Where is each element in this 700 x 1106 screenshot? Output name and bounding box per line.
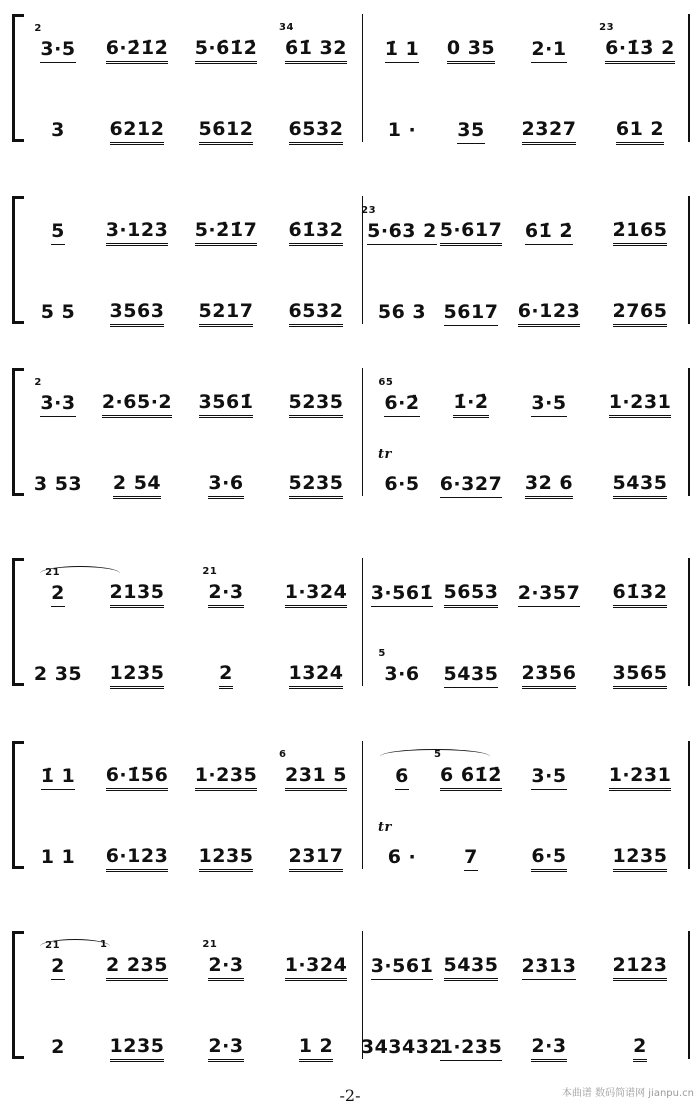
note-text: 1·324 [285, 954, 348, 981]
note-group [436, 655, 506, 695]
system-bracket [12, 558, 24, 686]
note-group [270, 111, 362, 151]
grace-note-ornament: 6 [279, 748, 287, 760]
lower-part-row [28, 293, 688, 333]
system-bracket [12, 741, 24, 869]
score-system [0, 362, 700, 502]
note-group [186, 838, 266, 878]
note-group [594, 757, 686, 797]
end-bar-line [688, 368, 690, 496]
note-text: 2 [219, 662, 233, 689]
note-group [28, 465, 88, 505]
note-text: 5435 [613, 472, 668, 499]
grace-note-ornament: 23 [599, 21, 615, 33]
lower-part-row [28, 820, 688, 878]
note-text: 2·1 [531, 38, 566, 63]
upper-part-row [28, 21, 688, 70]
watermark: 本曲谱 数码简谱网 jianpu.cn [561, 1088, 694, 1099]
note-group [186, 655, 266, 695]
note-text: 3561̇ [199, 391, 254, 418]
note-group [186, 1028, 266, 1068]
note-text: 2 [51, 1036, 65, 1058]
note-group [510, 293, 588, 333]
note-group [510, 947, 588, 987]
note-text: 6·1̇56 [106, 764, 169, 791]
note-text: 2·3 [531, 1035, 566, 1062]
note-group [594, 838, 686, 878]
note-group [372, 574, 432, 614]
note-group [28, 376, 88, 424]
note-text: 5235 [289, 472, 344, 499]
grace-note-ornament: 21 [45, 566, 61, 578]
note-text: 5435 [444, 954, 499, 981]
upper-part-row [28, 565, 688, 614]
note-group [436, 465, 506, 505]
lower-part-row [28, 648, 688, 695]
note-group [28, 838, 88, 878]
note-group [372, 447, 432, 505]
note-group [28, 212, 88, 252]
grace-note-ornament: 65 [378, 376, 394, 388]
note-text: 5 [51, 220, 65, 245]
note-text: 5·6̇1̇2̇ [195, 37, 258, 64]
trill-mark: tr [378, 447, 392, 462]
note-text: 2135 [110, 581, 165, 608]
note-group [186, 30, 266, 70]
note-text: 343432 [360, 1036, 444, 1058]
note-text: 1 · [387, 119, 417, 141]
note-group [510, 757, 588, 797]
note-group [594, 1028, 686, 1068]
note-text: 1̇ 1 [385, 38, 420, 63]
note-text: 2·3 21 [208, 581, 243, 608]
note-text: 35 [457, 119, 484, 144]
note-group [186, 384, 266, 424]
note-text: 2 [633, 1035, 647, 1062]
lower-part-row [28, 1028, 688, 1068]
note-text: 1·231 [609, 391, 672, 418]
note-group [94, 30, 180, 70]
note-group [372, 947, 432, 987]
note-text: 2327 [522, 118, 577, 145]
grace-note-ornament: 21 [202, 938, 218, 950]
note-text: 1·324 [285, 581, 348, 608]
note-group [436, 111, 506, 151]
note-text: 1 2 [299, 1035, 334, 1062]
note-text: 6 6̇1̇2̇ 5 [440, 764, 502, 791]
note-group [436, 30, 506, 70]
note-group [94, 655, 180, 695]
note-text: 6·5 [531, 845, 566, 872]
note-text: 6̇1̇ 32 34 [285, 37, 347, 64]
note-text: 1·235 [195, 764, 258, 791]
note-text: 6·123 [518, 300, 581, 327]
grace-note-ornament: 21 [45, 939, 61, 951]
slur-mark [380, 749, 490, 764]
note-group [372, 293, 432, 333]
note-group [94, 838, 180, 878]
note-text: 2356 [522, 662, 577, 689]
note-group [594, 21, 686, 70]
note-group [270, 655, 362, 695]
note-text: 6̇1̇ 2̇ [525, 220, 573, 245]
note-group [372, 376, 432, 424]
note-text: 5612 [199, 118, 254, 145]
note-text: 3 53 [33, 473, 83, 495]
note-group [28, 111, 88, 151]
page-number: -2- [339, 1086, 361, 1105]
note-group [510, 655, 588, 695]
note-group [270, 748, 362, 797]
note-text: 7 [464, 846, 478, 871]
note-group [594, 465, 686, 505]
note-text: 1̇ 1 [41, 765, 76, 790]
note-group [361, 204, 437, 252]
note-text: 6212 [110, 118, 165, 145]
note-group [594, 111, 686, 151]
end-bar-line [688, 558, 690, 686]
grace-note-ornament: 1 [100, 938, 108, 950]
note-text: 3·561̇ [371, 955, 434, 980]
note-group [270, 1028, 362, 1068]
note-group [28, 757, 88, 797]
note-group [270, 947, 362, 987]
note-text: 6̇1̇32 [613, 581, 668, 608]
note-text: 5·617 [440, 219, 503, 246]
note-text: 2·65·2 [102, 391, 172, 418]
note-group [270, 574, 362, 614]
note-text: 2 235 1 [106, 954, 168, 981]
note-group [372, 648, 432, 695]
note-group [510, 465, 588, 505]
note-text: 5 5 [40, 301, 76, 323]
slur-mark [40, 939, 110, 954]
grace-note-ornament: 2 [34, 376, 42, 388]
end-bar-line [688, 931, 690, 1059]
grace-note-ornament: 5 [378, 648, 386, 659]
upper-part-row [28, 748, 688, 797]
note-text: 2 21 [51, 955, 65, 980]
note-group [270, 384, 362, 424]
note-text: 6·123 [106, 845, 169, 872]
note-group [436, 212, 506, 252]
note-group [186, 111, 266, 151]
note-text: 2123 [613, 954, 668, 981]
note-group [28, 655, 88, 695]
note-text: 6·2̇1̇2̇ [106, 37, 169, 64]
note-group [270, 293, 362, 333]
slur-mark [40, 566, 120, 581]
lower-part-row [28, 111, 688, 151]
note-group [94, 465, 180, 505]
note-group [28, 293, 88, 333]
note-group [436, 574, 506, 614]
note-text: 5435 [444, 663, 499, 688]
note-group [436, 1028, 506, 1068]
grace-note-ornament: 23 [361, 204, 377, 216]
system-bracket [12, 368, 24, 496]
note-group [510, 111, 588, 151]
lower-part-row [28, 447, 688, 505]
note-text: 5·2̇1̇7 [195, 219, 258, 246]
note-text: 3 [51, 119, 65, 141]
grace-note-ornament: 5 [434, 748, 442, 760]
note-text: 3·6 5 [378, 648, 420, 685]
end-bar-line [688, 741, 690, 869]
note-group [436, 293, 506, 333]
system-bracket [12, 196, 24, 324]
note-text: 5235 [289, 391, 344, 418]
note-group [510, 212, 588, 252]
note-text: 5653 [444, 581, 499, 608]
note-group [594, 574, 686, 614]
note-text: 2317 [289, 845, 344, 872]
note-text: 2 21 [51, 582, 65, 607]
note-group [510, 838, 588, 878]
end-bar-line [688, 14, 690, 142]
note-group [186, 465, 266, 505]
note-text: 3563 [110, 300, 165, 327]
note-text: 6̇1̇32 [289, 219, 344, 246]
note-text: 2·3 [208, 1035, 243, 1062]
note-text: 0 35 [447, 37, 495, 64]
note-text: 6·5 [384, 473, 420, 495]
note-text: 231 5 6 [285, 764, 347, 791]
note-text: 2765 [613, 300, 668, 327]
note-group [360, 1028, 444, 1068]
note-group [510, 1028, 588, 1068]
note-text: 6532 [289, 300, 344, 327]
trill-mark: tr [378, 820, 392, 835]
note-group [594, 947, 686, 987]
note-text: 3·5 [531, 765, 566, 790]
note-text: 1235 [199, 845, 254, 872]
grace-note-ornament: 2 [34, 22, 42, 34]
note-text: 3·5 [531, 392, 566, 417]
note-text: 2313 [522, 955, 577, 980]
note-text: 6·1̇3̇ 2 23 [605, 37, 675, 64]
note-text: 2·357 [518, 582, 581, 607]
note-group [510, 574, 588, 614]
note-text: 1324 [289, 662, 344, 689]
note-group [94, 384, 180, 424]
upper-part-row [28, 376, 688, 424]
note-text: 6 · [387, 846, 417, 868]
note-text: 5·63 2 23 [367, 220, 437, 245]
note-group [270, 212, 362, 252]
note-text: 32 6 [525, 472, 573, 499]
note-text: 1235 [613, 845, 668, 872]
note-text: 3·5 2 [40, 38, 75, 63]
note-group [436, 384, 506, 424]
note-group [94, 212, 180, 252]
note-text: 1235 [110, 662, 165, 689]
note-text: 1̇·2̇ [453, 391, 488, 418]
note-text: 1·235 [440, 1036, 503, 1061]
note-text: 6·327 [440, 473, 503, 498]
note-text: 5617 [444, 301, 499, 326]
score-system [0, 735, 700, 875]
note-group [94, 1028, 180, 1068]
note-group [94, 757, 180, 797]
note-group [186, 212, 266, 252]
note-group [510, 30, 588, 70]
note-group [270, 21, 362, 70]
note-text: 1 1 [40, 846, 76, 868]
grace-note-ornament: 21 [202, 565, 218, 577]
note-group [372, 820, 432, 878]
note-group [186, 757, 266, 797]
note-text: 3·123 [106, 219, 169, 246]
note-text: 5217 [199, 300, 254, 327]
note-text: 3·6 [208, 472, 243, 499]
grace-note-ornament: 34 [279, 21, 294, 33]
system-bracket [12, 14, 24, 142]
note-group [28, 1028, 88, 1068]
note-group [594, 212, 686, 252]
note-text: 6 [395, 765, 409, 790]
note-group [594, 655, 686, 695]
note-group [186, 565, 266, 614]
note-group [372, 111, 432, 151]
note-text: 6·2̇ 65 [384, 392, 419, 417]
note-group [372, 30, 432, 70]
upper-part-row [28, 204, 688, 252]
note-group [186, 293, 266, 333]
note-text: 1·231 [609, 764, 672, 791]
end-bar-line [688, 196, 690, 324]
note-group [510, 384, 588, 424]
note-group [594, 293, 686, 333]
note-group [270, 838, 362, 878]
note-text: 2 35 [33, 663, 83, 685]
note-group [436, 947, 506, 987]
note-text: 1235 [110, 1035, 165, 1062]
note-text: 2̇165 [613, 219, 668, 246]
note-group [94, 111, 180, 151]
system-bracket [12, 931, 24, 1059]
note-group [28, 22, 88, 70]
note-text: 3565 [613, 662, 668, 689]
note-text: 56 3 [377, 301, 427, 323]
score-system [0, 8, 700, 148]
upper-part-row [28, 938, 688, 987]
note-text: 61 2 [616, 118, 664, 145]
note-group [436, 838, 506, 878]
note-group [270, 465, 362, 505]
note-text: 6532 [289, 118, 344, 145]
note-group [94, 293, 180, 333]
note-text: 2 54 [113, 472, 161, 499]
note-text: 3·3 2 [40, 392, 75, 417]
note-group [186, 938, 266, 987]
note-text: 3·561̇ [371, 582, 434, 607]
score-system [0, 190, 700, 330]
note-group [594, 384, 686, 424]
note-text: 2·3 21 [208, 954, 243, 981]
